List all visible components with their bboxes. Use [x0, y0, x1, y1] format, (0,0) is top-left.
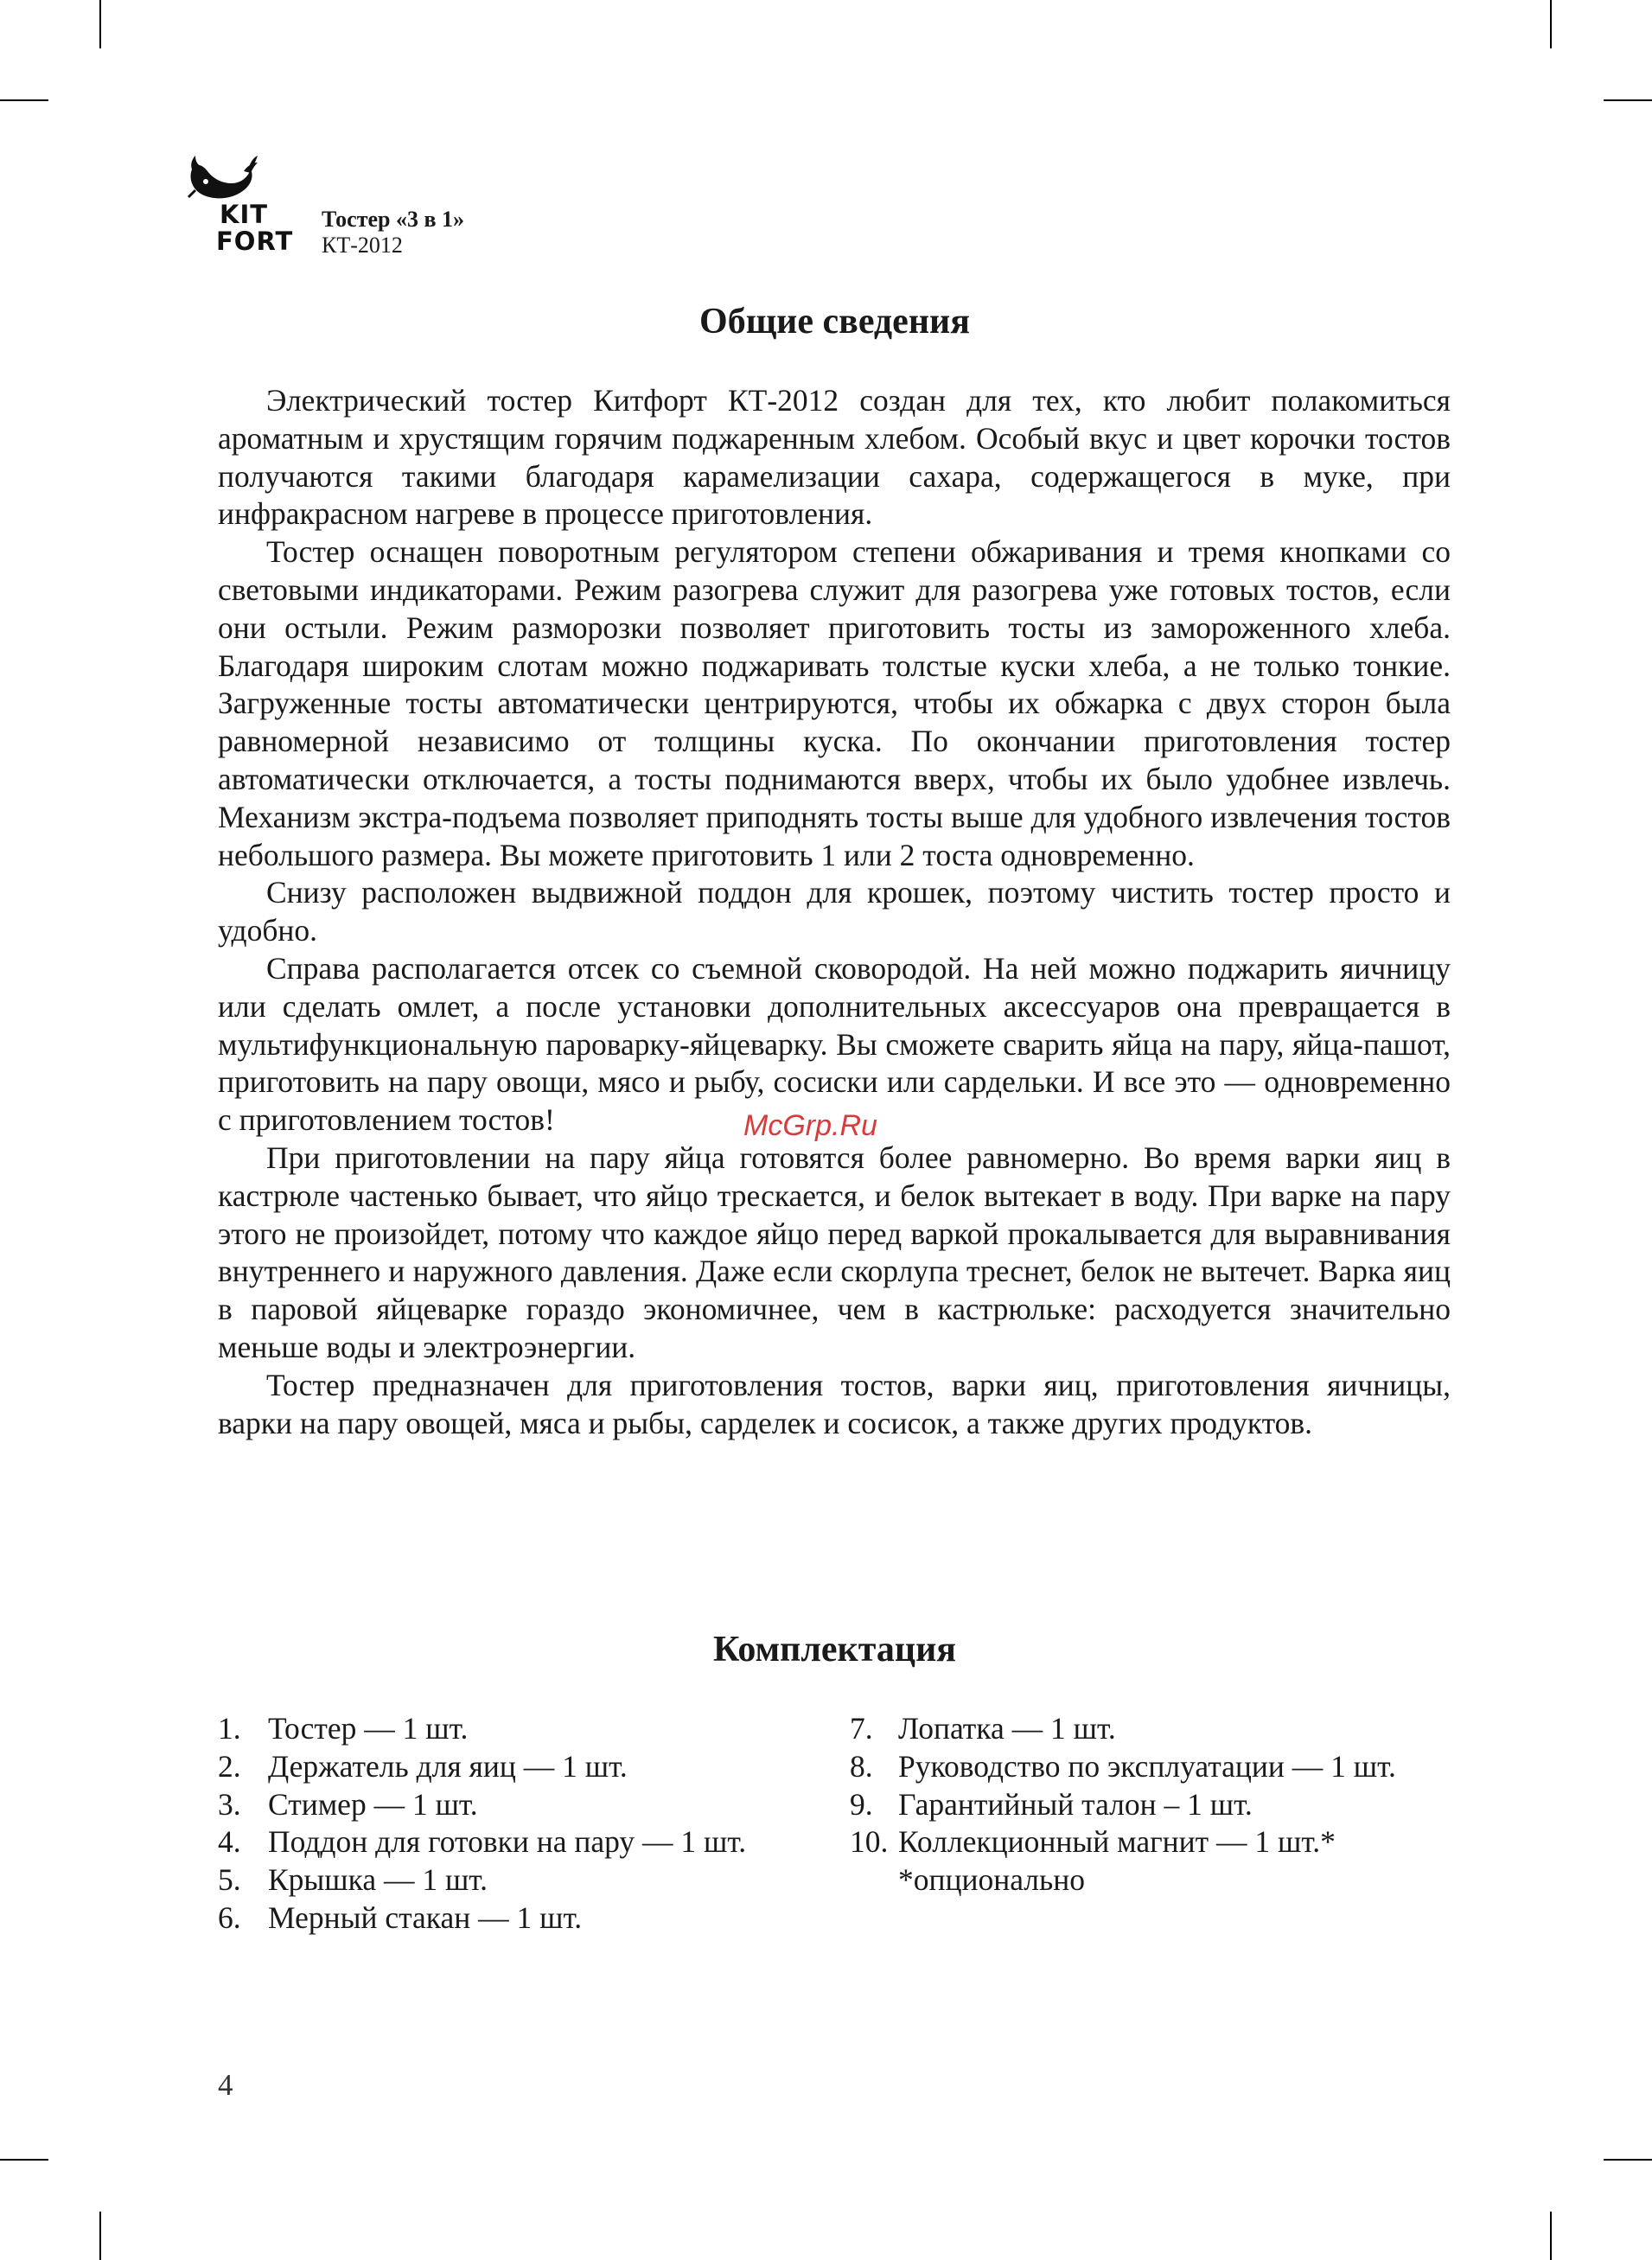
- list-item-number: 2.: [218, 1748, 241, 1784]
- list-item-number: 3.: [218, 1786, 241, 1822]
- list-item-number: 1.: [218, 1711, 241, 1746]
- list-item: [850, 1786, 1472, 1824]
- crop-mark-left-top: [0, 99, 48, 101]
- list-item-number: 7.: [850, 1711, 873, 1746]
- list-item-text: Стимер — 1 шт.: [268, 1786, 478, 1822]
- crop-mark-top-right: [1550, 0, 1552, 48]
- product-title: Тостер «3 в 1»: [322, 207, 465, 232]
- list-item-number: 9.: [850, 1786, 873, 1822]
- list-item-number: 5.: [218, 1862, 241, 1898]
- product-model: КТ-2012: [322, 233, 403, 258]
- paragraph: При приготовлении на пару яйца готовятся более равномерно. Во время варки яиц в кастрюле частенько бывает, что яйцо трескается, и белок вытекает в воду. При варке на пару этого не произойдет, потому что каждое яйцо перед варкой прокалывается для выравнивания внутреннего и наружного давления. Даже если скорлупа треснет, белок не вытечет. Варка яиц в паровой яйцеварке гораздо экономичнее, чем в кастрюльке: расходуется значительно меньше воды и электроэнергии.: [218, 1140, 1451, 1364]
- list-item-text: Тостер — 1 шт.: [268, 1711, 469, 1746]
- whale-icon: [187, 152, 259, 206]
- list-item-text: Держатель для яиц — 1 шт.: [268, 1748, 628, 1784]
- crop-mark-bottom-right: [1550, 2212, 1552, 2260]
- crop-mark-bottom-left: [99, 2212, 101, 2260]
- page-number: 4: [218, 2068, 233, 2102]
- brand-line-2: FORT: [216, 227, 294, 256]
- brand-logo-text: [216, 201, 293, 255]
- list-item-number: 8.: [850, 1748, 873, 1784]
- list-item-text: Мерный стакан — 1 шт.: [268, 1899, 583, 1935]
- list-item-text: Руководство по эксплуатации — 1 шт.: [898, 1748, 1396, 1784]
- crop-mark-left-bottom: [0, 2159, 48, 2161]
- brand-line-1: KIT: [220, 200, 269, 229]
- list-item: [218, 1861, 840, 1899]
- paragraph: Электрический тостер Китфорт КТ-2012 создан для тех, кто любит полакомиться ароматным и хрустящим горячим поджаренным хлебом. Особый вкус и цвет корочки тостов получаются такими благодаря карамелизации сахара, содержащегося в муке, при инфракрасном нагреве в процессе приготовления.: [218, 383, 1451, 532]
- paragraph: Тостер предназначен для приготовления тостов, варки яиц, приготовления яичницы, варки на пару овощей, мяса и рыбы, сарделек и сосисок, а также других продуктов.: [218, 1367, 1451, 1440]
- contents-list-left: [218, 1710, 840, 1938]
- list-item: [850, 1748, 1472, 1786]
- list-item: [218, 1786, 840, 1824]
- section-heading-contents: Комплектация: [712, 1630, 957, 1669]
- paragraph: Тостер оснащен поворотным регулятором степени обжаривания и тремя кнопками со световыми индикаторами. Режим разогрева служит для разогрева уже готовых тостов, если они остыли. Режим разморозки позволяет приготовить тосты из замороженного хлеба. Благодаря широким слотам можно поджаривать толстые куски хлеба, а не только тонкие. Загруженные тосты автоматически центрируются, чтобы их обжарка с двух сторон была равномерной независимо от толщины куска. По окончании приготовления тостер автоматически отключается, а тосты поднимаются вверх, чтобы их было удобнее извлечь. Механизм экстра-подъема позволяет приподнять тосты выше для удобного извлечения тостов небольшого размера. Вы можете приготовить 1 или 2 тоста одновременно.: [218, 534, 1451, 872]
- list-item-text: Крышка — 1 шт.: [268, 1862, 488, 1898]
- paragraph: Справа располагается отсек со съемной сковородой. На ней можно поджарить яичницу или сделать омлет, а после установки дополнительных аксессуаров она превращается в мультифункциональную пароварку-яйцеварку. Вы сможете сварить яйца на пару, яйца-пашот, приготовить на пару овощи, мясо и рыбу, сосиски или сардельки. И все это — одновременно с приготовлением тостов!: [218, 950, 1451, 1138]
- list-item: [218, 1899, 840, 1938]
- general-info-text: [218, 382, 1451, 1442]
- footnote: *опционально: [898, 1862, 1085, 1898]
- watermark: McGrp.Ru: [743, 1109, 877, 1142]
- list-item-text: Лопатка — 1 шт.: [898, 1711, 1116, 1746]
- list-item-text: Поддон для готовки на пару — 1 шт.: [268, 1824, 747, 1860]
- list-item: [218, 1823, 840, 1861]
- list-item-number: 10.: [850, 1824, 889, 1860]
- contents-list-right: [850, 1710, 1472, 1899]
- list-item-text: Коллекционный магнит — 1 шт.*: [898, 1824, 1336, 1860]
- list-item: [850, 1823, 1472, 1861]
- list-item-number: 4.: [218, 1824, 241, 1860]
- list-item: [218, 1710, 840, 1748]
- paragraph: Снизу расположен выдвижной поддон для крошек, поэтому чистить тостер просто и удобно.: [218, 875, 1451, 948]
- crop-mark-top-left: [99, 0, 101, 48]
- crop-mark-right-top: [1604, 99, 1652, 101]
- crop-mark-right-bottom: [1604, 2159, 1652, 2161]
- list-item-text: Гарантийный талон – 1 шт.: [898, 1786, 1253, 1822]
- list-item-number: 6.: [218, 1899, 241, 1935]
- list-item: [218, 1748, 840, 1786]
- list-item: [850, 1710, 1472, 1748]
- section-heading-general: Общие сведения: [699, 302, 970, 342]
